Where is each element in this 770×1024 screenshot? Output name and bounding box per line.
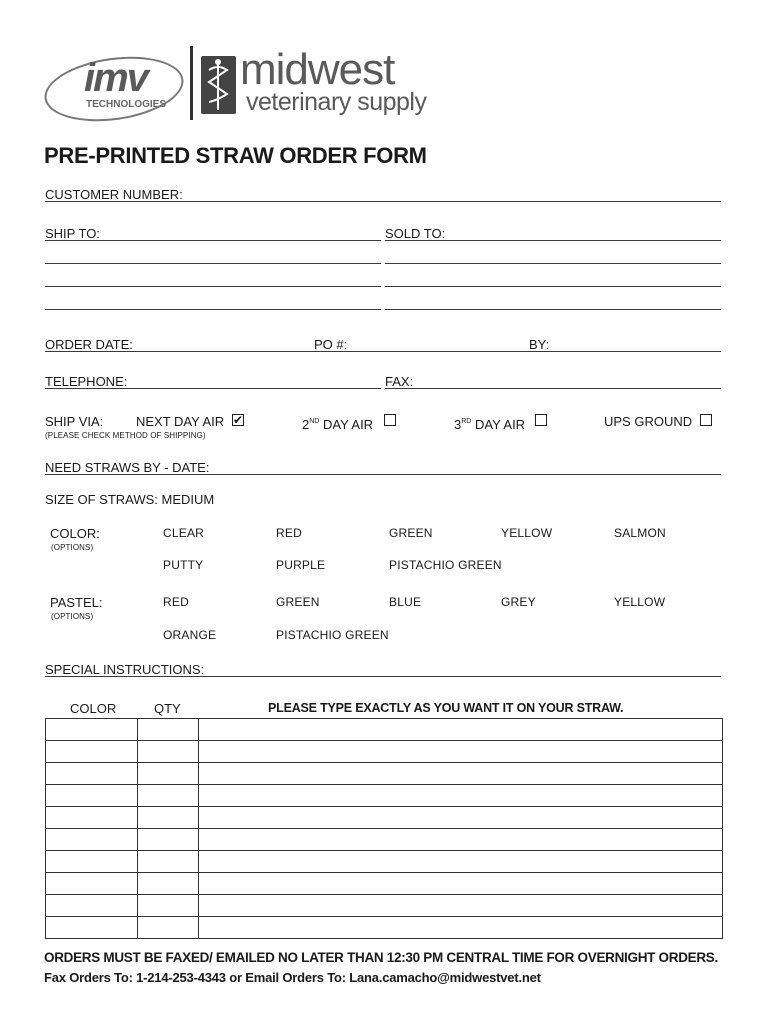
next-day-air-checkbox[interactable] [232,414,244,426]
color-cell[interactable] [46,807,138,829]
check-mark-icon: ✔ [233,413,244,427]
sold-to-field-line-2[interactable] [385,263,721,264]
table-row [46,763,723,785]
color-cell[interactable] [46,741,138,763]
telephone-label: TELEPHONE: [45,374,128,389]
pastel-options-note: (OPTIONS) [51,612,94,621]
logo-divider [190,46,193,120]
pastel-option: ORANGE [163,628,217,642]
color-cell[interactable] [46,719,138,741]
pastel-option: RED [163,595,189,609]
ship-via-label: SHIP VIA: [45,414,104,429]
pastel-option: BLUE [389,595,422,609]
color-options-note: (OPTIONS) [51,543,94,552]
straw-text-cell[interactable] [199,917,723,939]
color-option: SALMON [614,526,666,540]
pastel-option: GREY [501,595,536,609]
color-option: PUTTY [163,558,204,572]
table-row [46,873,723,895]
pastel-option: PISTACHIO GREEN [276,628,389,642]
ship-to-field-line-3[interactable] [45,286,381,287]
table-row [46,741,723,763]
ups-ground-checkbox[interactable] [700,414,712,426]
pastel-option: GREEN [276,595,320,609]
sold-to-field-line-1[interactable] [385,240,721,241]
need-by-field[interactable] [45,474,721,475]
color-cell[interactable] [46,917,138,939]
page-title: PRE-PRINTED STRAW ORDER FORM [44,143,427,168]
qty-cell[interactable] [138,785,199,807]
table-row [46,807,723,829]
ups-ground-label: UPS GROUND [604,414,693,429]
second-day-air-label: 2ND DAY AIR [302,417,374,432]
midwest-logo-subtitle: veterinary supply [246,88,427,116]
caduceus-icon [201,56,236,114]
color-cell[interactable] [46,785,138,807]
footer-contact: Fax Orders To: 1-214-253-4343 or Email Orders To: Lana.camacho@midwestvet.net [44,970,541,985]
sold-to-field-line-3[interactable] [385,286,721,287]
color-option: PURPLE [276,558,326,572]
color-cell[interactable] [46,829,138,851]
ship-to-field-line-1[interactable] [45,240,381,241]
second-day-air-checkbox[interactable] [384,414,396,426]
table-row [46,785,723,807]
qty-cell[interactable] [138,741,199,763]
table-row [46,895,723,917]
special-instructions-field[interactable] [45,676,721,677]
ship-to-field-line-4[interactable] [45,309,381,310]
third-day-air-label: 3RD DAY AIR [454,417,526,432]
fax-field[interactable] [385,388,721,389]
sold-to-label: SOLD TO: [385,226,446,241]
midwest-logo: midwest [240,45,395,94]
color-cell[interactable] [46,851,138,873]
straw-text-cell[interactable] [199,851,723,873]
imv-logo: imv [84,56,147,100]
color-option: GREEN [389,526,433,540]
order-table [45,718,723,939]
qty-cell[interactable] [138,719,199,741]
table-row [46,719,723,741]
qty-cell[interactable] [138,873,199,895]
pastel-option: YELLOW [614,595,666,609]
straw-text-cell[interactable] [199,807,723,829]
color-cell[interactable] [46,763,138,785]
table-row [46,851,723,873]
straw-text-cell[interactable] [199,763,723,785]
qty-cell[interactable] [138,807,199,829]
qty-cell[interactable] [138,763,199,785]
straw-text-cell[interactable] [199,873,723,895]
next-day-air-label: NEXT DAY AIR [136,414,225,429]
ship-to-label: SHIP TO: [45,226,100,241]
ship-to-field-line-2[interactable] [45,263,381,264]
straw-text-cell[interactable] [199,895,723,917]
straw-text-cell[interactable] [199,829,723,851]
po-label: PO #: [314,337,348,352]
color-cell[interactable] [46,873,138,895]
ship-via-note: (PLEASE CHECK METHOD OF SHIPPING) [45,431,206,440]
pastel-label: PASTEL: [50,595,103,610]
order-date-label: ORDER DATE: [45,337,133,352]
color-option: RED [276,526,302,540]
color-option: CLEAR [163,526,205,540]
imv-logo-subtitle: TECHNOLOGIES [86,99,167,110]
order-date-po-by-field[interactable] [45,351,721,352]
special-instructions-label: SPECIAL INSTRUCTIONS: [45,662,205,677]
straw-text-cell[interactable] [199,719,723,741]
customer-number-field[interactable] [45,201,721,202]
third-day-air-checkbox[interactable] [535,414,547,426]
size-of-straws-label: SIZE OF STRAWS: MEDIUM [45,492,215,507]
straw-text-cell[interactable] [199,741,723,763]
fax-label: FAX: [385,374,414,389]
table-row [46,829,723,851]
straw-text-cell[interactable] [199,785,723,807]
qty-cell[interactable] [138,917,199,939]
color-cell[interactable] [46,895,138,917]
table-row [46,917,723,939]
telephone-field[interactable] [45,388,381,389]
color-label: COLOR: [50,526,100,541]
sold-to-field-line-4[interactable] [385,309,721,310]
customer-number-label: CUSTOMER NUMBER: [45,187,183,202]
table-header-qty: QTY [154,701,181,716]
need-by-label: NEED STRAWS BY - DATE: [45,460,210,475]
color-option: YELLOW [501,526,553,540]
by-label: BY: [529,337,550,352]
table-header-color: COLOR [70,701,117,716]
qty-cell[interactable] [138,895,199,917]
table-header-text: PLEASE TYPE EXACTLY AS YOU WANT IT ON YOUR STRAW. [268,701,624,715]
footer-deadline: ORDERS MUST BE FAXED/ EMAILED NO LATER THAN 12:30 PM CENTRAL TIME FOR OVERNIGHT ORDERS. [44,950,718,965]
qty-cell[interactable] [138,851,199,873]
qty-cell[interactable] [138,829,199,851]
color-option: PISTACHIO GREEN [389,558,502,572]
